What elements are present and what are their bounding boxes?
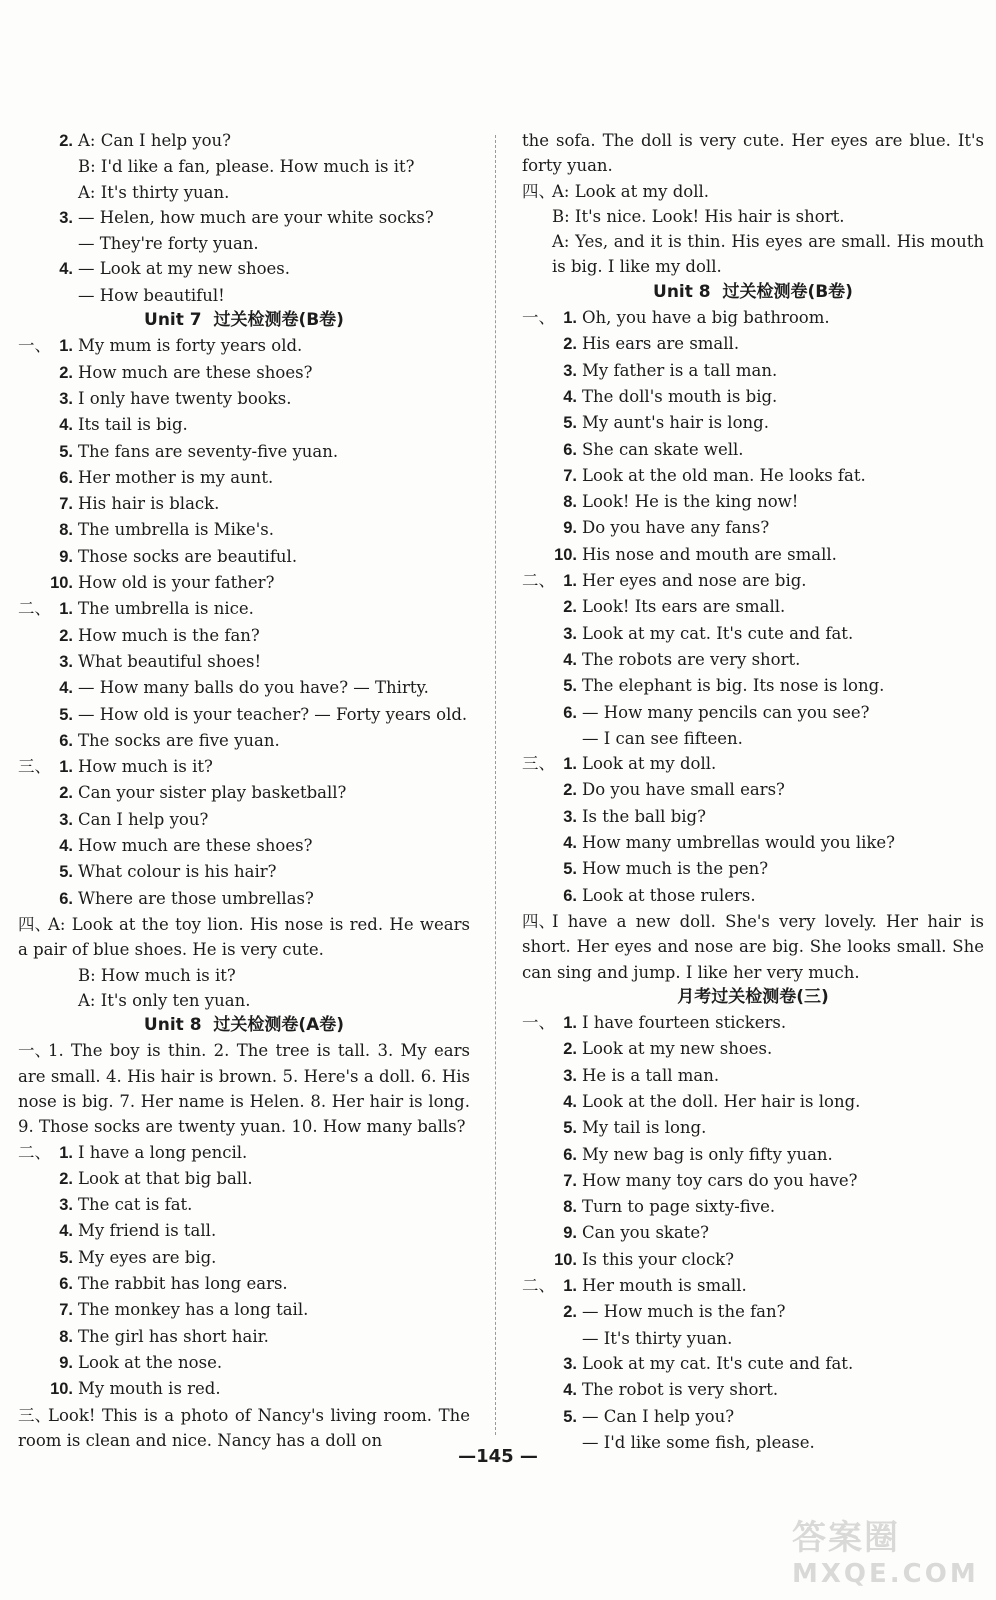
answer-continuation: — I'd like some fish, please. bbox=[582, 1432, 815, 1452]
answer-text: How much are these shoes? bbox=[78, 836, 313, 856]
item-number: 2. bbox=[563, 781, 577, 800]
answer-item bbox=[522, 1168, 984, 1194]
answer-item bbox=[522, 1010, 984, 1036]
answer-continuation: B: It's nice. Look! His hair is short. bbox=[552, 206, 845, 226]
answer-text: His ears are small. bbox=[582, 334, 740, 354]
watermark-en: MXQE.COM bbox=[792, 1559, 979, 1589]
answer-text: How old is your father? bbox=[78, 573, 275, 593]
answer-text: Look! He is the king now! bbox=[582, 492, 799, 512]
answer-text: — How many pencils can you see? bbox=[582, 702, 870, 722]
item-number: 5. bbox=[563, 677, 577, 696]
answer-item bbox=[18, 333, 470, 359]
item-number: 3. bbox=[563, 1354, 577, 1373]
answer-item bbox=[522, 1377, 984, 1403]
item-number: 9. bbox=[563, 1224, 577, 1243]
answer-text: Oh, you have a big bathroom. bbox=[582, 308, 830, 328]
item-number: 5. bbox=[563, 414, 577, 433]
item-number: 3. bbox=[563, 1066, 577, 1085]
answer-paragraph bbox=[522, 909, 984, 985]
item-number: 8. bbox=[563, 1198, 577, 1217]
answer-text: How much is the pen? bbox=[582, 859, 769, 879]
item-number: 6. bbox=[59, 1275, 73, 1294]
answer-text: A: Look at the toy lion. His nose is red. He wears a pair of blue shoes. He is very cute. bbox=[18, 914, 470, 960]
answer-text: 1. The boy is thin. 2. The tree is tall. 3. My ears are small. 4. His hair is brown. 5. Here's a doll. 6. His nose is big. 7. Her name is Helen. 8. Her hair is long. 9. Those socks are twenty yuan. 10. How many balls? bbox=[18, 1041, 470, 1137]
answer-text: My eyes are big. bbox=[78, 1247, 217, 1267]
answer-item bbox=[522, 1273, 984, 1299]
answer-text: Do you have any fans? bbox=[582, 518, 770, 538]
answer-text: Look at those rulers. bbox=[582, 885, 756, 905]
item-number: 6. bbox=[59, 731, 73, 750]
section-heading: Unit 8 过关检测卷(A卷) bbox=[143, 1015, 345, 1036]
answer-item bbox=[522, 1299, 984, 1325]
answer-text: My father is a tall man. bbox=[582, 360, 778, 380]
answer-item bbox=[18, 675, 470, 701]
answer-text: The elephant is big. Its nose is long. bbox=[582, 676, 885, 696]
item-number: 1. bbox=[59, 758, 73, 777]
answer-item bbox=[18, 1245, 470, 1271]
answer-text: The girl has short hair. bbox=[78, 1326, 269, 1346]
answer-item bbox=[18, 702, 470, 728]
answer-item bbox=[522, 568, 984, 594]
answer-text: My aunt's hair is long. bbox=[582, 413, 769, 433]
item-number: 2. bbox=[563, 598, 577, 617]
item-number: 7. bbox=[563, 466, 577, 485]
answer-text: Her mother is my aunt. bbox=[78, 467, 274, 487]
answer-text: She can skate well. bbox=[582, 439, 744, 459]
answer-paragraph bbox=[522, 128, 984, 179]
item-number: 4. bbox=[563, 834, 577, 853]
answer-continuation: — How beautiful! bbox=[78, 285, 225, 305]
answer-item bbox=[18, 386, 470, 412]
item-number: 1. bbox=[563, 1277, 577, 1296]
item-number: 2. bbox=[563, 1303, 577, 1322]
item-number: 8. bbox=[59, 1327, 73, 1346]
answer-text: Look at my new shoes. bbox=[582, 1039, 773, 1059]
answer-text: The socks are five yuan. bbox=[78, 730, 280, 750]
item-number: 4. bbox=[59, 260, 73, 279]
answer-item bbox=[522, 331, 984, 357]
answer-item bbox=[522, 751, 984, 777]
item-number: 6. bbox=[59, 468, 73, 487]
section-marker: 二、 bbox=[18, 599, 51, 619]
answer-item bbox=[522, 384, 984, 410]
answer-text: Is this your clock? bbox=[582, 1249, 735, 1269]
answer-text: Look! This is a photo of Nancy's living room. The room is clean and nice. Nancy has a doll on bbox=[18, 1405, 470, 1450]
item-number: 5. bbox=[59, 705, 73, 724]
answer-text: He is a tall man. bbox=[582, 1065, 720, 1085]
item-number: 1. bbox=[59, 337, 73, 356]
item-number: 8. bbox=[563, 493, 577, 512]
answer-item bbox=[18, 491, 470, 517]
answer-item bbox=[522, 856, 984, 882]
item-number: 4. bbox=[563, 650, 577, 669]
item-number: 6. bbox=[563, 886, 577, 905]
answer-item bbox=[522, 1115, 984, 1141]
answer-item bbox=[18, 1271, 470, 1297]
answer-item bbox=[18, 1166, 470, 1192]
answer-item bbox=[522, 410, 984, 436]
answer-item bbox=[18, 544, 470, 570]
item-number: 2. bbox=[59, 132, 73, 150]
section-marker: 一、 bbox=[522, 1013, 555, 1033]
item-number: 5. bbox=[59, 442, 73, 461]
watermark-cn: 答案圈 bbox=[792, 1518, 900, 1558]
item-number: 10. bbox=[50, 1380, 73, 1399]
answer-item bbox=[18, 570, 470, 596]
item-number: 4. bbox=[563, 1381, 577, 1400]
answer-item bbox=[522, 883, 984, 909]
item-number: 4. bbox=[563, 1092, 577, 1111]
answer-item bbox=[18, 205, 470, 231]
answer-item bbox=[18, 1324, 470, 1350]
answer-item bbox=[18, 128, 470, 154]
answer-text: My tail is long. bbox=[582, 1118, 707, 1138]
item-number: 1. bbox=[563, 309, 577, 328]
answer-text: A: Look at my doll. bbox=[552, 181, 710, 201]
answer-item bbox=[18, 754, 470, 780]
item-number: 3. bbox=[563, 361, 577, 380]
answer-text: I only have twenty books. bbox=[78, 388, 292, 408]
answer-item bbox=[522, 1351, 984, 1377]
answer-item bbox=[18, 439, 470, 465]
item-number: 2. bbox=[563, 335, 577, 354]
answer-item bbox=[18, 1218, 470, 1244]
item-number: 4. bbox=[59, 679, 73, 698]
answer-item bbox=[522, 1220, 984, 1246]
section-heading: 月考过关检测卷(三) bbox=[677, 986, 829, 1007]
item-number: 7. bbox=[59, 495, 73, 514]
answer-item bbox=[18, 256, 470, 282]
item-number: 3. bbox=[59, 652, 73, 671]
answer-text: — Helen, how much are your white socks? bbox=[78, 207, 434, 227]
answer-item bbox=[522, 305, 984, 331]
answer-text: The robot is very short. bbox=[582, 1380, 779, 1400]
answer-item bbox=[522, 1063, 984, 1089]
item-number: 1. bbox=[59, 1143, 73, 1162]
answer-text: The umbrella is nice. bbox=[78, 599, 254, 619]
answer-text: The rabbit has long ears. bbox=[78, 1274, 288, 1294]
answer-text: Its tail is big. bbox=[78, 415, 188, 435]
answer-item bbox=[18, 1350, 470, 1376]
answer-item bbox=[522, 542, 984, 568]
answer-item bbox=[522, 673, 984, 699]
answer-item bbox=[18, 517, 470, 543]
answer-text: Her mouth is small. bbox=[582, 1276, 747, 1296]
left-column bbox=[18, 128, 470, 1453]
answer-text: The robots are very short. bbox=[582, 649, 801, 669]
item-number: 10. bbox=[554, 545, 577, 564]
answer-paragraph bbox=[18, 1038, 470, 1139]
answer-item bbox=[522, 1036, 984, 1062]
item-number: 7. bbox=[59, 1301, 73, 1320]
answer-item bbox=[18, 859, 470, 885]
item-number: 3. bbox=[59, 1196, 73, 1215]
answer-continuation: A: It's only ten yuan. bbox=[78, 990, 251, 1010]
answer-text: — How much is the fan? bbox=[582, 1302, 786, 1322]
answer-text: Look at my cat. It's cute and fat. bbox=[582, 623, 854, 643]
answer-text: His nose and mouth are small. bbox=[582, 544, 837, 564]
watermark-logo bbox=[792, 1510, 982, 1592]
item-number: 2. bbox=[59, 1169, 73, 1188]
section-marker: 一、 bbox=[18, 1041, 51, 1061]
answer-item bbox=[18, 780, 470, 806]
section-marker: 四、 bbox=[522, 911, 555, 931]
answer-text: Look at the doll. Her hair is long. bbox=[582, 1091, 861, 1111]
answer-text: Look at that big ball. bbox=[78, 1168, 253, 1188]
answer-text: The umbrella is Mike's. bbox=[78, 520, 274, 540]
answer-item bbox=[18, 649, 470, 675]
item-number: 9. bbox=[59, 547, 73, 566]
answer-text: — How old is your teacher? — Forty years old. bbox=[78, 704, 468, 724]
answer-text: The doll's mouth is big. bbox=[582, 386, 778, 406]
item-number: 9. bbox=[59, 1353, 73, 1372]
answer-text: My new bag is only fifty yuan. bbox=[582, 1144, 833, 1164]
answer-text: Those socks are beautiful. bbox=[78, 546, 298, 566]
section-marker: 四、 bbox=[18, 914, 51, 934]
item-number: 4. bbox=[59, 837, 73, 856]
answer-item bbox=[18, 465, 470, 491]
answer-item bbox=[18, 1192, 470, 1218]
answer-continuation: A: It's thirty yuan. bbox=[78, 182, 230, 202]
answer-item bbox=[522, 463, 984, 489]
answer-continuation: — I can see fifteen. bbox=[582, 728, 743, 748]
page-number: —145 — bbox=[458, 1446, 538, 1467]
answer-text: What beautiful shoes! bbox=[78, 651, 262, 671]
answer-item bbox=[18, 833, 470, 859]
item-number: 1. bbox=[59, 600, 73, 619]
section-marker: 三、 bbox=[18, 757, 51, 777]
item-number: 3. bbox=[563, 807, 577, 826]
answer-item bbox=[522, 437, 984, 463]
item-number: 5. bbox=[563, 1407, 577, 1426]
answer-text: My mum is forty years old. bbox=[78, 336, 303, 356]
answer-text: Look at my doll. bbox=[582, 754, 717, 774]
answer-text: Look at the old man. He looks fat. bbox=[582, 465, 866, 485]
answer-text: A: Can I help you? bbox=[78, 131, 232, 150]
section-marker: 二、 bbox=[522, 1276, 555, 1296]
answer-item bbox=[522, 515, 984, 541]
answer-item bbox=[18, 1140, 470, 1166]
section-heading: Unit 8 过关检测卷(B卷) bbox=[653, 281, 853, 302]
column-divider bbox=[495, 135, 496, 1435]
answer-item bbox=[18, 886, 470, 912]
answer-text: The monkey has a long tail. bbox=[78, 1300, 309, 1320]
answer-text: Do you have small ears? bbox=[582, 780, 785, 800]
item-number: 3. bbox=[59, 810, 73, 829]
answer-text: How much is it? bbox=[78, 757, 213, 777]
answer-item bbox=[18, 728, 470, 754]
item-number: 3. bbox=[59, 389, 73, 408]
answer-text: The fans are seventy-five yuan. bbox=[78, 441, 339, 461]
answer-item bbox=[18, 360, 470, 386]
answer-item bbox=[522, 1194, 984, 1220]
item-number: 5. bbox=[563, 1119, 577, 1138]
answer-continuation: B: How much is it? bbox=[78, 965, 236, 985]
answer-item bbox=[522, 1089, 984, 1115]
answer-text: Look at my cat. It's cute and fat. bbox=[582, 1353, 854, 1373]
answer-continuation: B: I'd like a fan, please. How much is it? bbox=[78, 157, 415, 177]
item-number: 4. bbox=[59, 416, 73, 435]
answer-text: Can your sister play basketball? bbox=[78, 783, 347, 803]
answer-item bbox=[522, 594, 984, 620]
item-number: 10. bbox=[554, 1250, 577, 1269]
answer-item bbox=[522, 489, 984, 515]
answer-text: What colour is his hair? bbox=[78, 862, 277, 882]
answer-item bbox=[522, 777, 984, 803]
answer-text: — How many balls do you have? — Thirty. bbox=[78, 678, 429, 698]
answer-item bbox=[18, 412, 470, 438]
answer-text: Where are those umbrellas? bbox=[78, 888, 314, 908]
section-marker: 四、 bbox=[522, 181, 555, 201]
item-number: 7. bbox=[563, 1171, 577, 1190]
answer-continuation: — They're forty yuan. bbox=[78, 234, 259, 254]
answer-item bbox=[18, 1376, 470, 1402]
answer-item bbox=[522, 1142, 984, 1168]
section-marker: 一、 bbox=[522, 308, 555, 328]
answer-continuation: — It's thirty yuan. bbox=[582, 1328, 733, 1348]
answer-text: The cat is fat. bbox=[78, 1195, 193, 1215]
answer-item bbox=[522, 1247, 984, 1273]
item-number: 1. bbox=[563, 1014, 577, 1033]
item-number: 5. bbox=[59, 1248, 73, 1267]
answer-text: My friend is tall. bbox=[78, 1221, 217, 1241]
answer-text: Is the ball big? bbox=[582, 806, 706, 826]
item-number: 1. bbox=[563, 755, 577, 774]
item-number: 4. bbox=[563, 387, 577, 406]
answer-text: Look! Its ears are small. bbox=[582, 597, 786, 617]
section-marker: 三、 bbox=[18, 1405, 51, 1425]
answer-text: Can you skate? bbox=[582, 1223, 710, 1243]
item-number: 6. bbox=[563, 703, 577, 722]
section-marker: 二、 bbox=[522, 571, 555, 591]
answer-text: Look at the nose. bbox=[78, 1352, 223, 1372]
item-number: 3. bbox=[563, 624, 577, 643]
item-number: 5. bbox=[59, 863, 73, 882]
answer-item bbox=[522, 647, 984, 673]
answer-text: How many umbrellas would you like? bbox=[582, 833, 896, 853]
item-number: 6. bbox=[563, 1145, 577, 1164]
answer-paragraph bbox=[18, 912, 470, 963]
answer-item bbox=[18, 807, 470, 833]
answer-text: — Look at my new shoes. bbox=[78, 259, 291, 279]
answer-text: the sofa. The doll is very cute. Her eyes are blue. It's forty yuan. bbox=[522, 131, 984, 176]
answer-text: I have a long pencil. bbox=[78, 1142, 248, 1162]
section-marker: 一、 bbox=[18, 336, 51, 356]
answer-item bbox=[522, 358, 984, 384]
item-number: 2. bbox=[59, 363, 73, 382]
answer-text: Turn to page sixty-five. bbox=[582, 1197, 776, 1217]
answer-text: Her eyes and nose are big. bbox=[582, 571, 807, 591]
answer-text: Can I help you? bbox=[78, 809, 209, 829]
item-number: 8. bbox=[59, 521, 73, 540]
answer-continuation: A: Yes, and it is thin. His eyes are small. His mouth is big. I like my doll. bbox=[552, 232, 984, 277]
item-number: 1. bbox=[563, 572, 577, 591]
right-column bbox=[522, 128, 984, 1455]
answer-item bbox=[522, 700, 984, 726]
item-number: 4. bbox=[59, 1222, 73, 1241]
item-number: 5. bbox=[563, 860, 577, 879]
item-number: 2. bbox=[563, 1040, 577, 1059]
answer-text: My mouth is red. bbox=[78, 1379, 221, 1399]
item-number: 10. bbox=[50, 574, 73, 593]
item-number: 3. bbox=[59, 208, 73, 227]
section-heading: Unit 7 过关检测卷(B卷) bbox=[144, 310, 344, 331]
answer-text: How many toy cars do you have? bbox=[582, 1170, 858, 1190]
item-number: 2. bbox=[59, 626, 73, 645]
item-number: 2. bbox=[59, 784, 73, 803]
answer-item bbox=[18, 596, 470, 622]
answer-item bbox=[522, 1404, 984, 1430]
answer-text: I have fourteen stickers. bbox=[582, 1013, 787, 1033]
section-marker: 三、 bbox=[522, 754, 555, 774]
item-number: 6. bbox=[563, 440, 577, 459]
item-number: 9. bbox=[563, 519, 577, 538]
item-number: 6. bbox=[59, 889, 73, 908]
answer-text: I have a new doll. She's very lovely. Her hair is short. Her eyes and nose are big. She looks small. She can sing and jump. I like her very much. bbox=[522, 911, 984, 982]
answer-item bbox=[522, 830, 984, 856]
answer-text: — Can I help you? bbox=[582, 1406, 735, 1426]
answer-text: His hair is black. bbox=[78, 494, 220, 514]
answer-text: How much is the fan? bbox=[78, 625, 260, 645]
answer-item bbox=[18, 1297, 470, 1323]
answer-paragraph bbox=[522, 179, 984, 204]
answer-item bbox=[18, 623, 470, 649]
answer-item bbox=[522, 804, 984, 830]
answer-item bbox=[522, 621, 984, 647]
section-marker: 二、 bbox=[18, 1142, 51, 1162]
answer-text: How much are these shoes? bbox=[78, 362, 313, 382]
